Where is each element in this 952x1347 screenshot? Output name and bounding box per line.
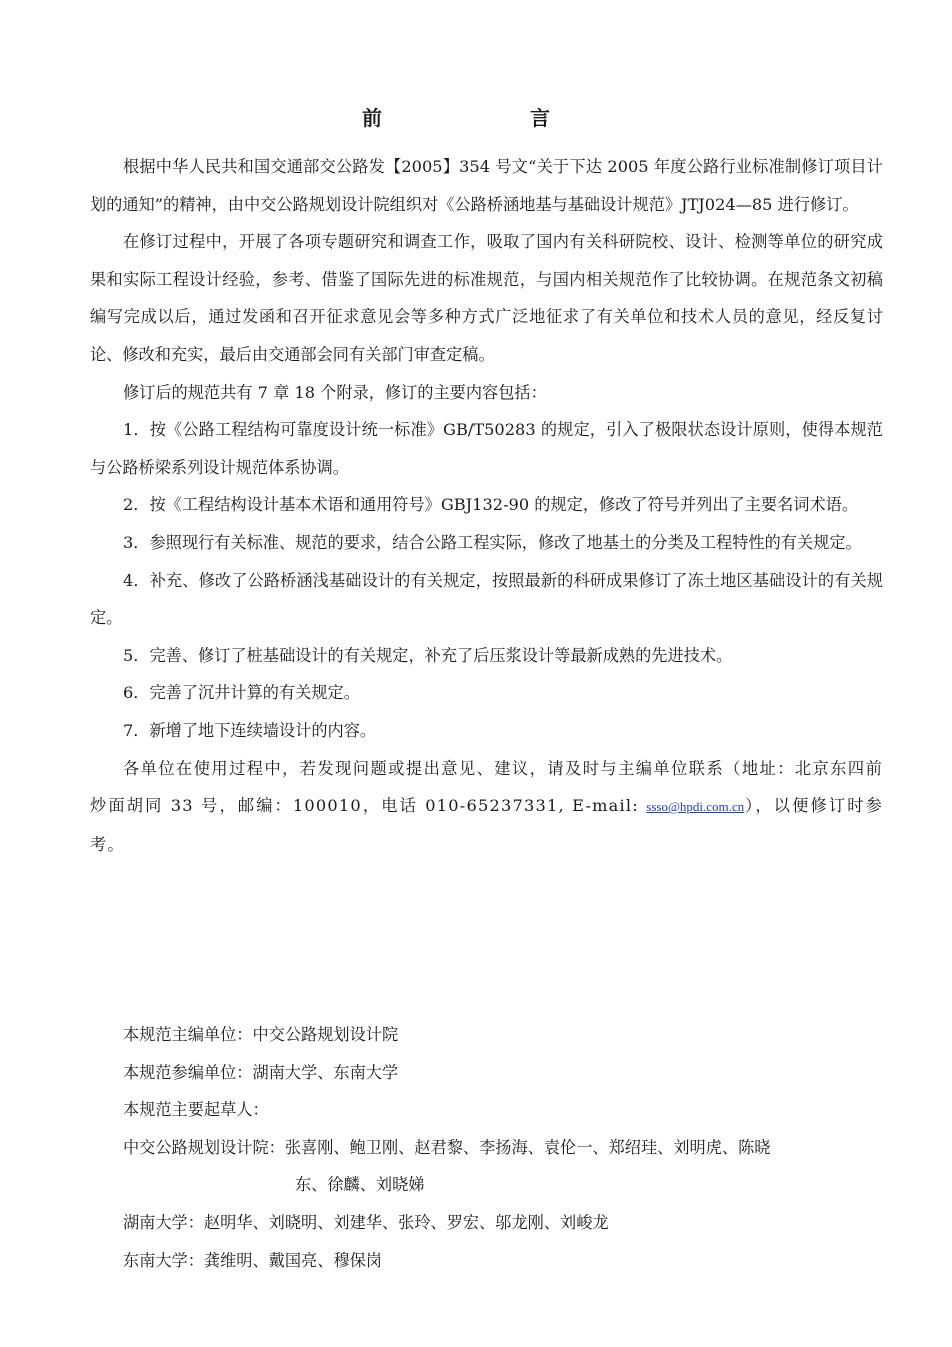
revision-item-7: 7．新增了地下连续墙设计的内容。 bbox=[123, 720, 377, 740]
chief-unit: 本规范主编单位：中交公路规划设计院 bbox=[123, 1025, 399, 1044]
participating-units: 本规范参编单位：湖南大学、东南大学 bbox=[123, 1062, 399, 1082]
paragraph-contact bbox=[90, 750, 883, 864]
foreword-body bbox=[90, 148, 883, 863]
contact-text: 各单位在使用过程中，若发现问题或提出意见、建议，请及时与主编单位联系（地址：北京东四前炒面胡同 33 号，邮编：100010，电话 010-65237331, E-mail: bbox=[90, 758, 883, 816]
drafters-group-1-line-1: 中交公路规划设计院：张喜刚、鲍卫刚、赵君黎、李扬海、袁伦一、郑绍珪、刘明虎、陈晓 bbox=[123, 1137, 771, 1157]
contact-suffix: ），以便修订时参考。 bbox=[90, 796, 883, 854]
drafters-group-1 bbox=[90, 1129, 883, 1204]
drafters-group-3: 东南大学：龚维明、戴国亮、穆保岗 bbox=[123, 1250, 382, 1270]
paragraph-process: 在修订过程中，开展了各项专题研究和调查工作，吸取了国内有关科研院校、设计、检测等单位的研究成果和实际工程设计经验，参考、借鉴了国际先进的标准规范，与国内相关规范作了比较协调。在规范条文初稿编写完成以后，通过发函和召开征求意见会等多种方式广泛地征求了有关单位和技术人员的意见，经反复讨论、修改和充实，最后由交通部会同有关部门审查定稿。 bbox=[90, 232, 883, 364]
revision-item-2: 2．按《工程结构设计基本术语和通用符号》GBJ132-90 的规定，修改了符号并列出了主要名词术语。 bbox=[123, 495, 859, 515]
revision-item-4: 4．补充、修改了公路桥涵浅基础设计的有关规定，按照最新的科研成果修订了冻土地区基础设计的有关规定。 bbox=[90, 570, 883, 628]
paragraph-background: 根据中华人民共和国交通部交公路发【2005】354 号文“关于下达 2005 年度公路行业标准制修订项目计划的通知”的精神，由中交公路规划设计院组织对《公路桥涵地基与基础设计规范》JTJ024—85 进行修订。 bbox=[90, 157, 883, 214]
drafters-group-1-line-2: 东、徐麟、刘晓娣 bbox=[295, 1175, 425, 1195]
revision-item-5: 5．完善、修订了桩基础设计的有关规定，补充了后压浆设计等最新成熟的先进技术。 bbox=[123, 645, 733, 665]
page-title: 前 言 bbox=[362, 106, 614, 130]
revision-item-3: 3．参照现行有关标准、规范的要求，结合公路工程实际，修改了地基土的分类及工程特性的有关规定。 bbox=[123, 532, 862, 552]
drafters-heading: 本规范主要起草人： bbox=[123, 1100, 269, 1120]
email-link[interactable]: ssso@hpdi.com.cn bbox=[646, 799, 745, 815]
drafters-group-2: 湖南大学：赵明华、刘晓明、刘建华、张玲、罗宏、邬龙刚、刘峻龙 bbox=[123, 1212, 609, 1232]
revision-item-6: 6．完善了沉井计算的有关规定。 bbox=[123, 683, 360, 703]
credits-section bbox=[90, 1016, 883, 1279]
paragraph-summary: 修订后的规范共有 7 章 18 个附录，修订的主要内容包括： bbox=[123, 382, 547, 402]
revision-item-1: 1．按《公路工程结构可靠度设计统一标准》GB/T50283 的规定，引入了极限状态设计原则，使得本规范与公路桥梁系列设计规范体系协调。 bbox=[90, 420, 883, 477]
